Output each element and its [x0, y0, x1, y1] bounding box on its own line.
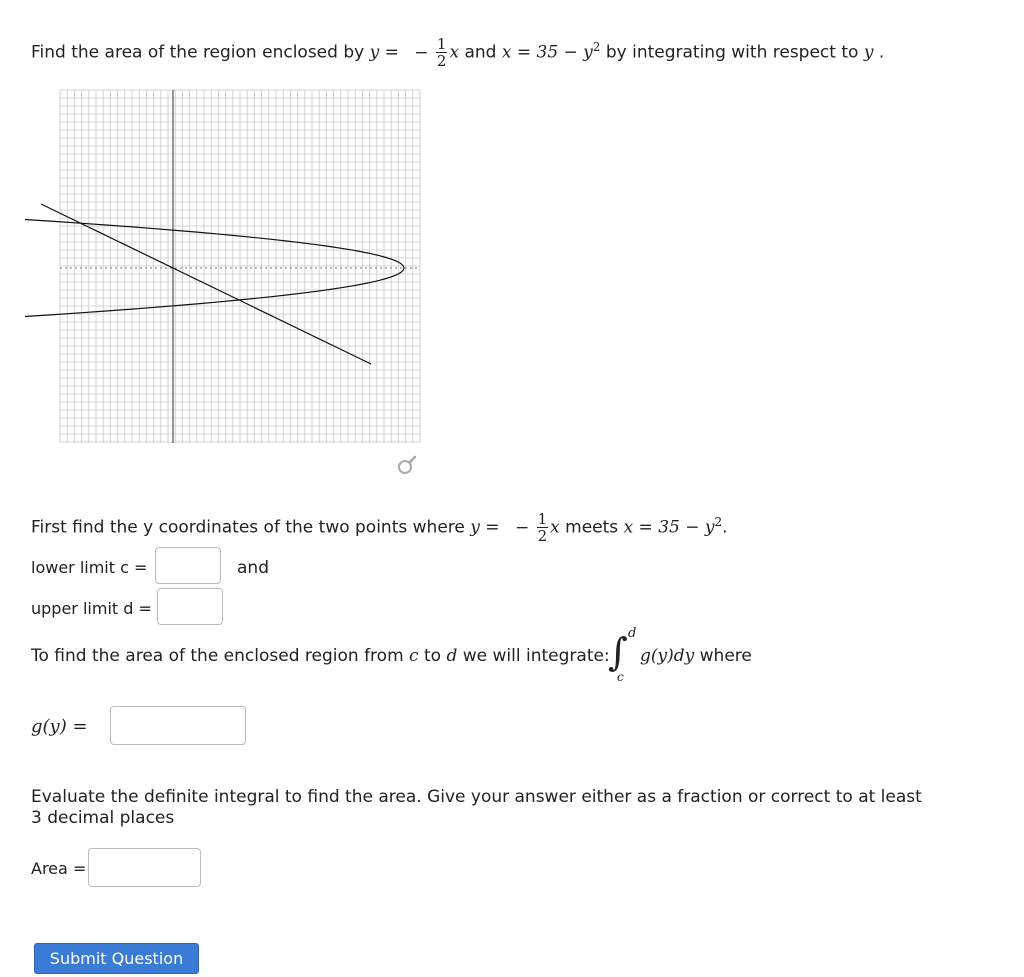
- step1-meets: meets: [565, 517, 619, 538]
- integral-upper-limit: d: [628, 626, 637, 641]
- graph-grid: [60, 90, 420, 443]
- integral-middle: we will integrate:: [462, 646, 610, 666]
- question-period: .: [878, 42, 885, 63]
- integral-sign: ∫: [608, 630, 628, 674]
- g-box[interactable]: [110, 706, 246, 745]
- question-and: and: [464, 42, 497, 63]
- question-frac-den: 2: [436, 52, 447, 70]
- area-input[interactable]: [89, 849, 200, 886]
- question-y-var: y: [863, 42, 874, 63]
- g-input[interactable]: [111, 707, 245, 744]
- question-y-eq: y =: [369, 42, 399, 63]
- integral-where: where: [699, 646, 752, 666]
- step1-y-eq: y =: [470, 517, 500, 538]
- and-label: and: [237, 558, 269, 578]
- step1-x-eq: x = 35 − y: [623, 517, 715, 538]
- step1-frac-num: 1: [537, 510, 548, 528]
- step1-frac-den: 2: [537, 527, 548, 545]
- upper-limit-label: upper limit d =: [31, 599, 152, 618]
- line-curve: [41, 204, 371, 364]
- integral-d-var: d: [446, 646, 458, 666]
- question-text: [31, 36, 884, 69]
- question-suffix: by integrating with respect to: [605, 42, 859, 63]
- step1-minus: −: [514, 517, 530, 538]
- g-label: g(y) =: [31, 716, 88, 737]
- question-frac-num: 1: [436, 35, 447, 53]
- question-prefix: Find the area of the region enclosed by: [31, 42, 365, 63]
- question-x-eq: x = 35 − y: [501, 42, 593, 63]
- integral-tail: [640, 646, 752, 666]
- question-fraction: [436, 36, 448, 69]
- integral-c-var: c: [409, 646, 419, 666]
- integral-lower-limit: c: [617, 670, 624, 684]
- integral-to: to: [423, 646, 442, 666]
- step1-exp: 2: [714, 514, 723, 529]
- question-exp: 2: [592, 39, 601, 54]
- zoom-magnifier-icon[interactable]: [397, 455, 419, 477]
- question-minus: −: [414, 42, 429, 63]
- integral-prefix: To find the area of the enclosed region from: [31, 646, 404, 666]
- submit-question-button[interactable]: Submit Question: [34, 943, 199, 974]
- upper-limit-input[interactable]: [158, 589, 222, 624]
- region-graph: [25, 85, 425, 450]
- step1-x-var: x: [550, 517, 560, 538]
- step1-prefix: First find the y coordinates of the two points where: [31, 517, 465, 538]
- integral-integrand: g(y)dy: [640, 646, 695, 666]
- lower-limit-input[interactable]: [156, 548, 220, 583]
- upper-limit-box[interactable]: [157, 588, 223, 625]
- integral-text: [31, 646, 610, 666]
- area-box[interactable]: [88, 848, 201, 887]
- lower-limit-box[interactable]: [155, 547, 221, 584]
- question-x-var: x: [449, 42, 460, 63]
- lower-limit-label: lower limit c =: [31, 558, 148, 577]
- evaluate-text: Evaluate the definite integral to find the area. Give your answer either as a fraction or correct to at least 3 decimal places: [31, 787, 922, 828]
- step1-fraction: [537, 511, 549, 544]
- area-label: Area =: [31, 859, 87, 878]
- step1-text: [31, 511, 728, 544]
- step1-period: .: [722, 517, 728, 538]
